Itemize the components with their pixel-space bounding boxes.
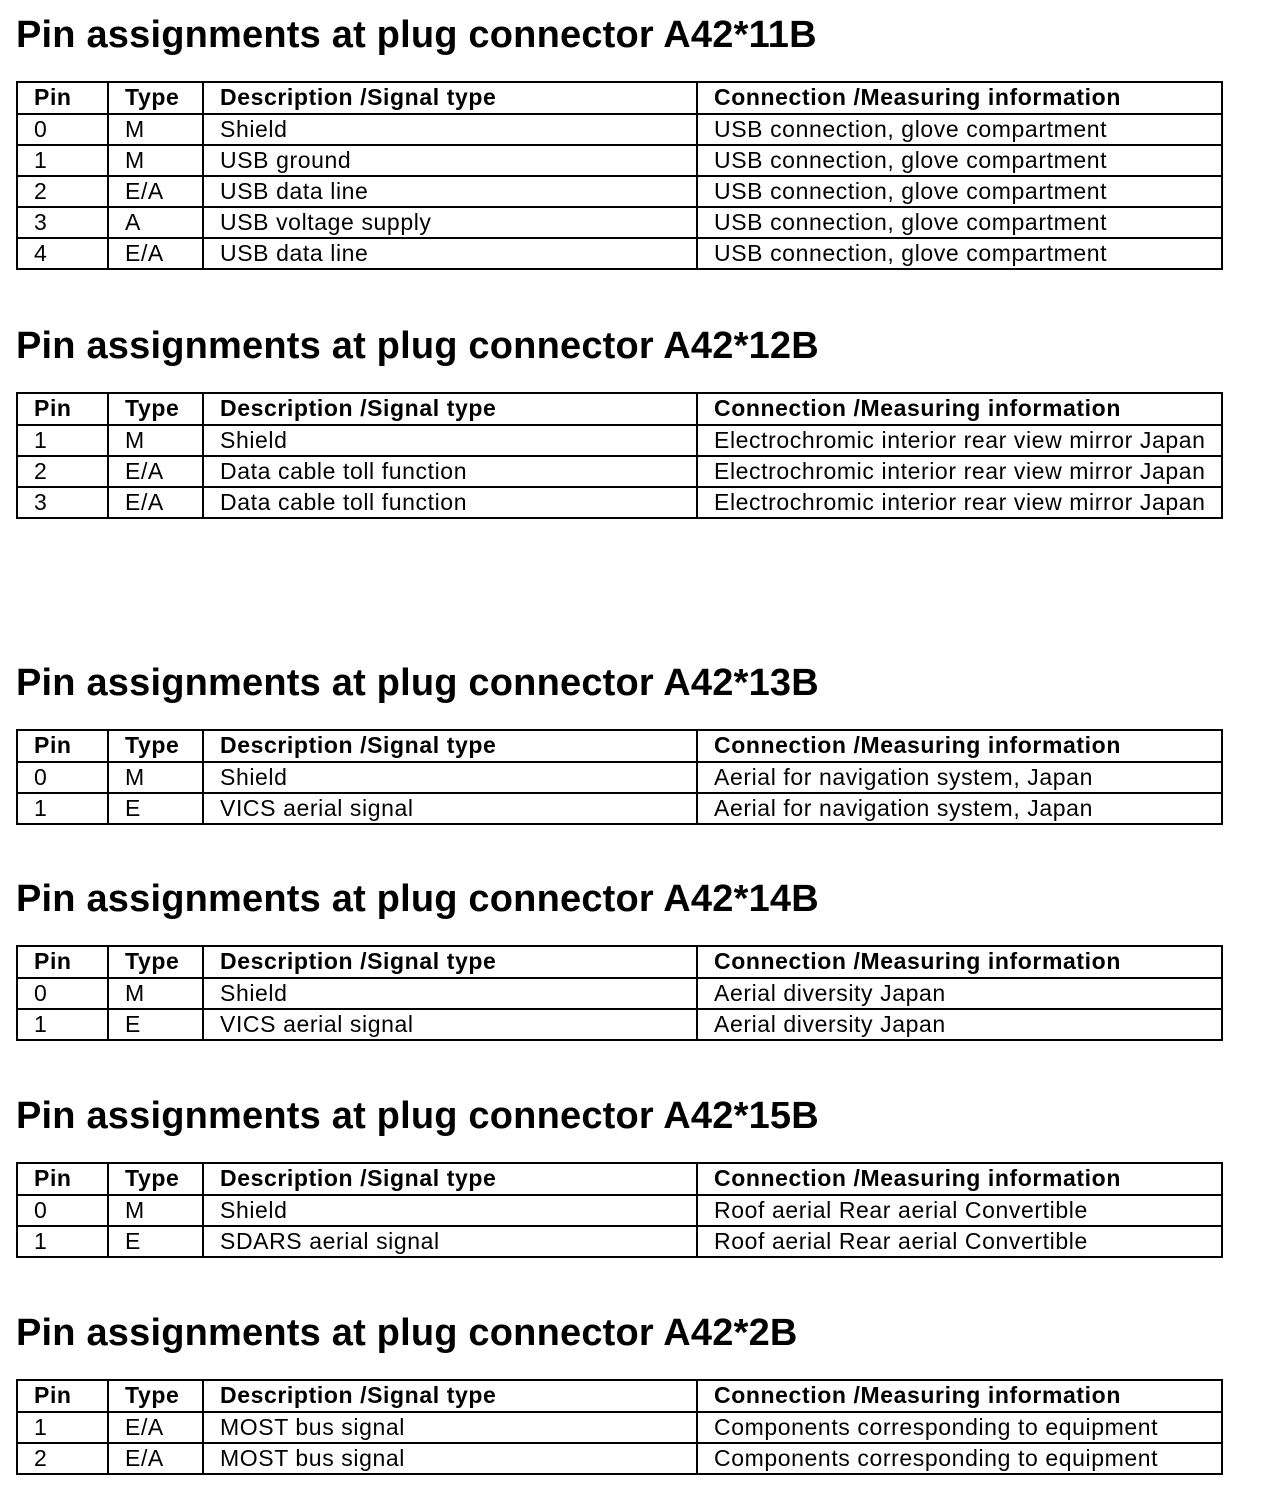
cell-pin: 0 [17, 114, 108, 145]
cell-connection: Components corresponding to equipment [697, 1443, 1222, 1474]
table-row [17, 1195, 1222, 1226]
header-description: Description /Signal type [203, 946, 697, 978]
table-row [17, 1412, 1222, 1443]
cell-description: Shield [203, 978, 697, 1009]
cell-pin: 1 [17, 793, 108, 824]
header-pin: Pin [17, 730, 108, 762]
cell-pin: 4 [17, 238, 108, 269]
table-row [17, 238, 1222, 269]
cell-type: E/A [108, 487, 203, 518]
section-a42-14b [16, 877, 1121, 1037]
cell-connection: Roof aerial Rear aerial Convertible [697, 1195, 1222, 1226]
header-row [17, 393, 1222, 425]
section-title: Pin assignments at plug connector A42*13B [16, 662, 819, 704]
cell-connection: Electrochromic interior rear view mirror Japan [697, 456, 1222, 487]
section-title: Pin assignments at plug connector A42*2B [16, 1312, 798, 1354]
cell-connection: Electrochromic interior rear view mirror Japan [697, 487, 1222, 518]
section-a42-11b [16, 13, 1121, 266]
cell-pin: 3 [17, 487, 108, 518]
cell-pin: 0 [17, 762, 108, 793]
section-a42-2b [16, 1311, 1159, 1471]
cell-description: Shield [203, 762, 697, 793]
cell-pin: 1 [17, 1412, 108, 1443]
cell-type: M [108, 762, 203, 793]
header-type: Type [108, 82, 203, 114]
header-pin: Pin [17, 1380, 108, 1412]
cell-connection: Electrochromic interior rear view mirror Japan [697, 425, 1222, 456]
pin-table [16, 392, 1223, 519]
cell-connection: Aerial for navigation system, Japan [697, 762, 1222, 793]
cell-description: Shield [203, 425, 697, 456]
cell-description: USB voltage supply [203, 207, 697, 238]
section-a42-13b [16, 661, 1121, 821]
cell-description: USB data line [203, 238, 697, 269]
header-description: Description /Signal type [203, 1380, 697, 1412]
cell-connection: USB connection, glove compartment [697, 145, 1222, 176]
header-type: Type [108, 1380, 203, 1412]
cell-description: VICS aerial signal [203, 1009, 697, 1040]
cell-connection: USB connection, glove compartment [697, 114, 1222, 145]
table-row [17, 1443, 1222, 1474]
cell-type: A [108, 207, 203, 238]
header-pin: Pin [17, 946, 108, 978]
header-type: Type [108, 730, 203, 762]
cell-type: M [108, 425, 203, 456]
cell-connection: Roof aerial Rear aerial Convertible [697, 1226, 1222, 1257]
cell-pin: 1 [17, 425, 108, 456]
cell-connection: USB connection, glove compartment [697, 176, 1222, 207]
cell-pin: 0 [17, 978, 108, 1009]
cell-connection: USB connection, glove compartment [697, 207, 1222, 238]
cell-description: Data cable toll function [203, 456, 697, 487]
table-row [17, 114, 1222, 145]
section-title: Pin assignments at plug connector A42*12B [16, 325, 819, 367]
cell-description: Shield [203, 114, 697, 145]
cell-pin: 2 [17, 176, 108, 207]
header-row [17, 946, 1222, 978]
cell-description: MOST bus signal [203, 1443, 697, 1474]
cell-connection: Aerial diversity Japan [697, 1009, 1222, 1040]
cell-pin: 2 [17, 1443, 108, 1474]
cell-description: USB ground [203, 145, 697, 176]
header-type: Type [108, 1163, 203, 1195]
cell-type: E/A [108, 456, 203, 487]
pin-table [16, 1162, 1223, 1258]
cell-type: E [108, 1009, 203, 1040]
header-description: Description /Signal type [203, 82, 697, 114]
table-row [17, 978, 1222, 1009]
table-row [17, 145, 1222, 176]
header-type: Type [108, 393, 203, 425]
cell-type: E [108, 793, 203, 824]
cell-description: Data cable toll function [203, 487, 697, 518]
table-row [17, 487, 1222, 518]
cell-type: M [108, 145, 203, 176]
header-row [17, 730, 1222, 762]
cell-type: E/A [108, 1412, 203, 1443]
cell-pin: 1 [17, 145, 108, 176]
table-row [17, 456, 1222, 487]
cell-description: Shield [203, 1195, 697, 1226]
header-description: Description /Signal type [203, 1163, 697, 1195]
cell-type: M [108, 114, 203, 145]
pin-table [16, 729, 1223, 825]
table-row [17, 1009, 1222, 1040]
cell-type: E/A [108, 238, 203, 269]
header-row [17, 1163, 1222, 1195]
header-connection: Connection /Measuring information [697, 730, 1222, 762]
table-row [17, 1226, 1222, 1257]
cell-description: VICS aerial signal [203, 793, 697, 824]
header-pin: Pin [17, 1163, 108, 1195]
section-a42-12b [16, 324, 1206, 515]
header-type: Type [108, 946, 203, 978]
cell-type: M [108, 978, 203, 1009]
header-connection: Connection /Measuring information [697, 1380, 1222, 1412]
pin-table [16, 1379, 1223, 1475]
cell-type: E/A [108, 1443, 203, 1474]
cell-type: E/A [108, 176, 203, 207]
cell-connection: USB connection, glove compartment [697, 238, 1222, 269]
cell-description: MOST bus signal [203, 1412, 697, 1443]
table-row [17, 793, 1222, 824]
section-title: Pin assignments at plug connector A42*14B [16, 878, 819, 920]
cell-connection: Components corresponding to equipment [697, 1412, 1222, 1443]
cell-description: USB data line [203, 176, 697, 207]
table-row [17, 176, 1222, 207]
cell-type: M [108, 1195, 203, 1226]
cell-pin: 1 [17, 1226, 108, 1257]
pin-table [16, 945, 1223, 1041]
header-connection: Connection /Measuring information [697, 1163, 1222, 1195]
section-title: Pin assignments at plug connector A42*11B [16, 14, 817, 56]
cell-pin: 2 [17, 456, 108, 487]
table-row [17, 425, 1222, 456]
header-connection: Connection /Measuring information [697, 82, 1222, 114]
header-pin: Pin [17, 82, 108, 114]
cell-pin: 0 [17, 1195, 108, 1226]
cell-description: SDARS aerial signal [203, 1226, 697, 1257]
cell-pin: 3 [17, 207, 108, 238]
header-row [17, 82, 1222, 114]
header-connection: Connection /Measuring information [697, 393, 1222, 425]
section-title: Pin assignments at plug connector A42*15B [16, 1095, 819, 1137]
cell-connection: Aerial diversity Japan [697, 978, 1222, 1009]
header-connection: Connection /Measuring information [697, 946, 1222, 978]
header-description: Description /Signal type [203, 730, 697, 762]
cell-connection: Aerial for navigation system, Japan [697, 793, 1222, 824]
section-a42-15b [16, 1094, 1121, 1254]
header-row [17, 1380, 1222, 1412]
cell-type: E [108, 1226, 203, 1257]
header-description: Description /Signal type [203, 393, 697, 425]
header-pin: Pin [17, 393, 108, 425]
cell-pin: 1 [17, 1009, 108, 1040]
pin-table [16, 81, 1223, 270]
table-row [17, 762, 1222, 793]
table-row [17, 207, 1222, 238]
